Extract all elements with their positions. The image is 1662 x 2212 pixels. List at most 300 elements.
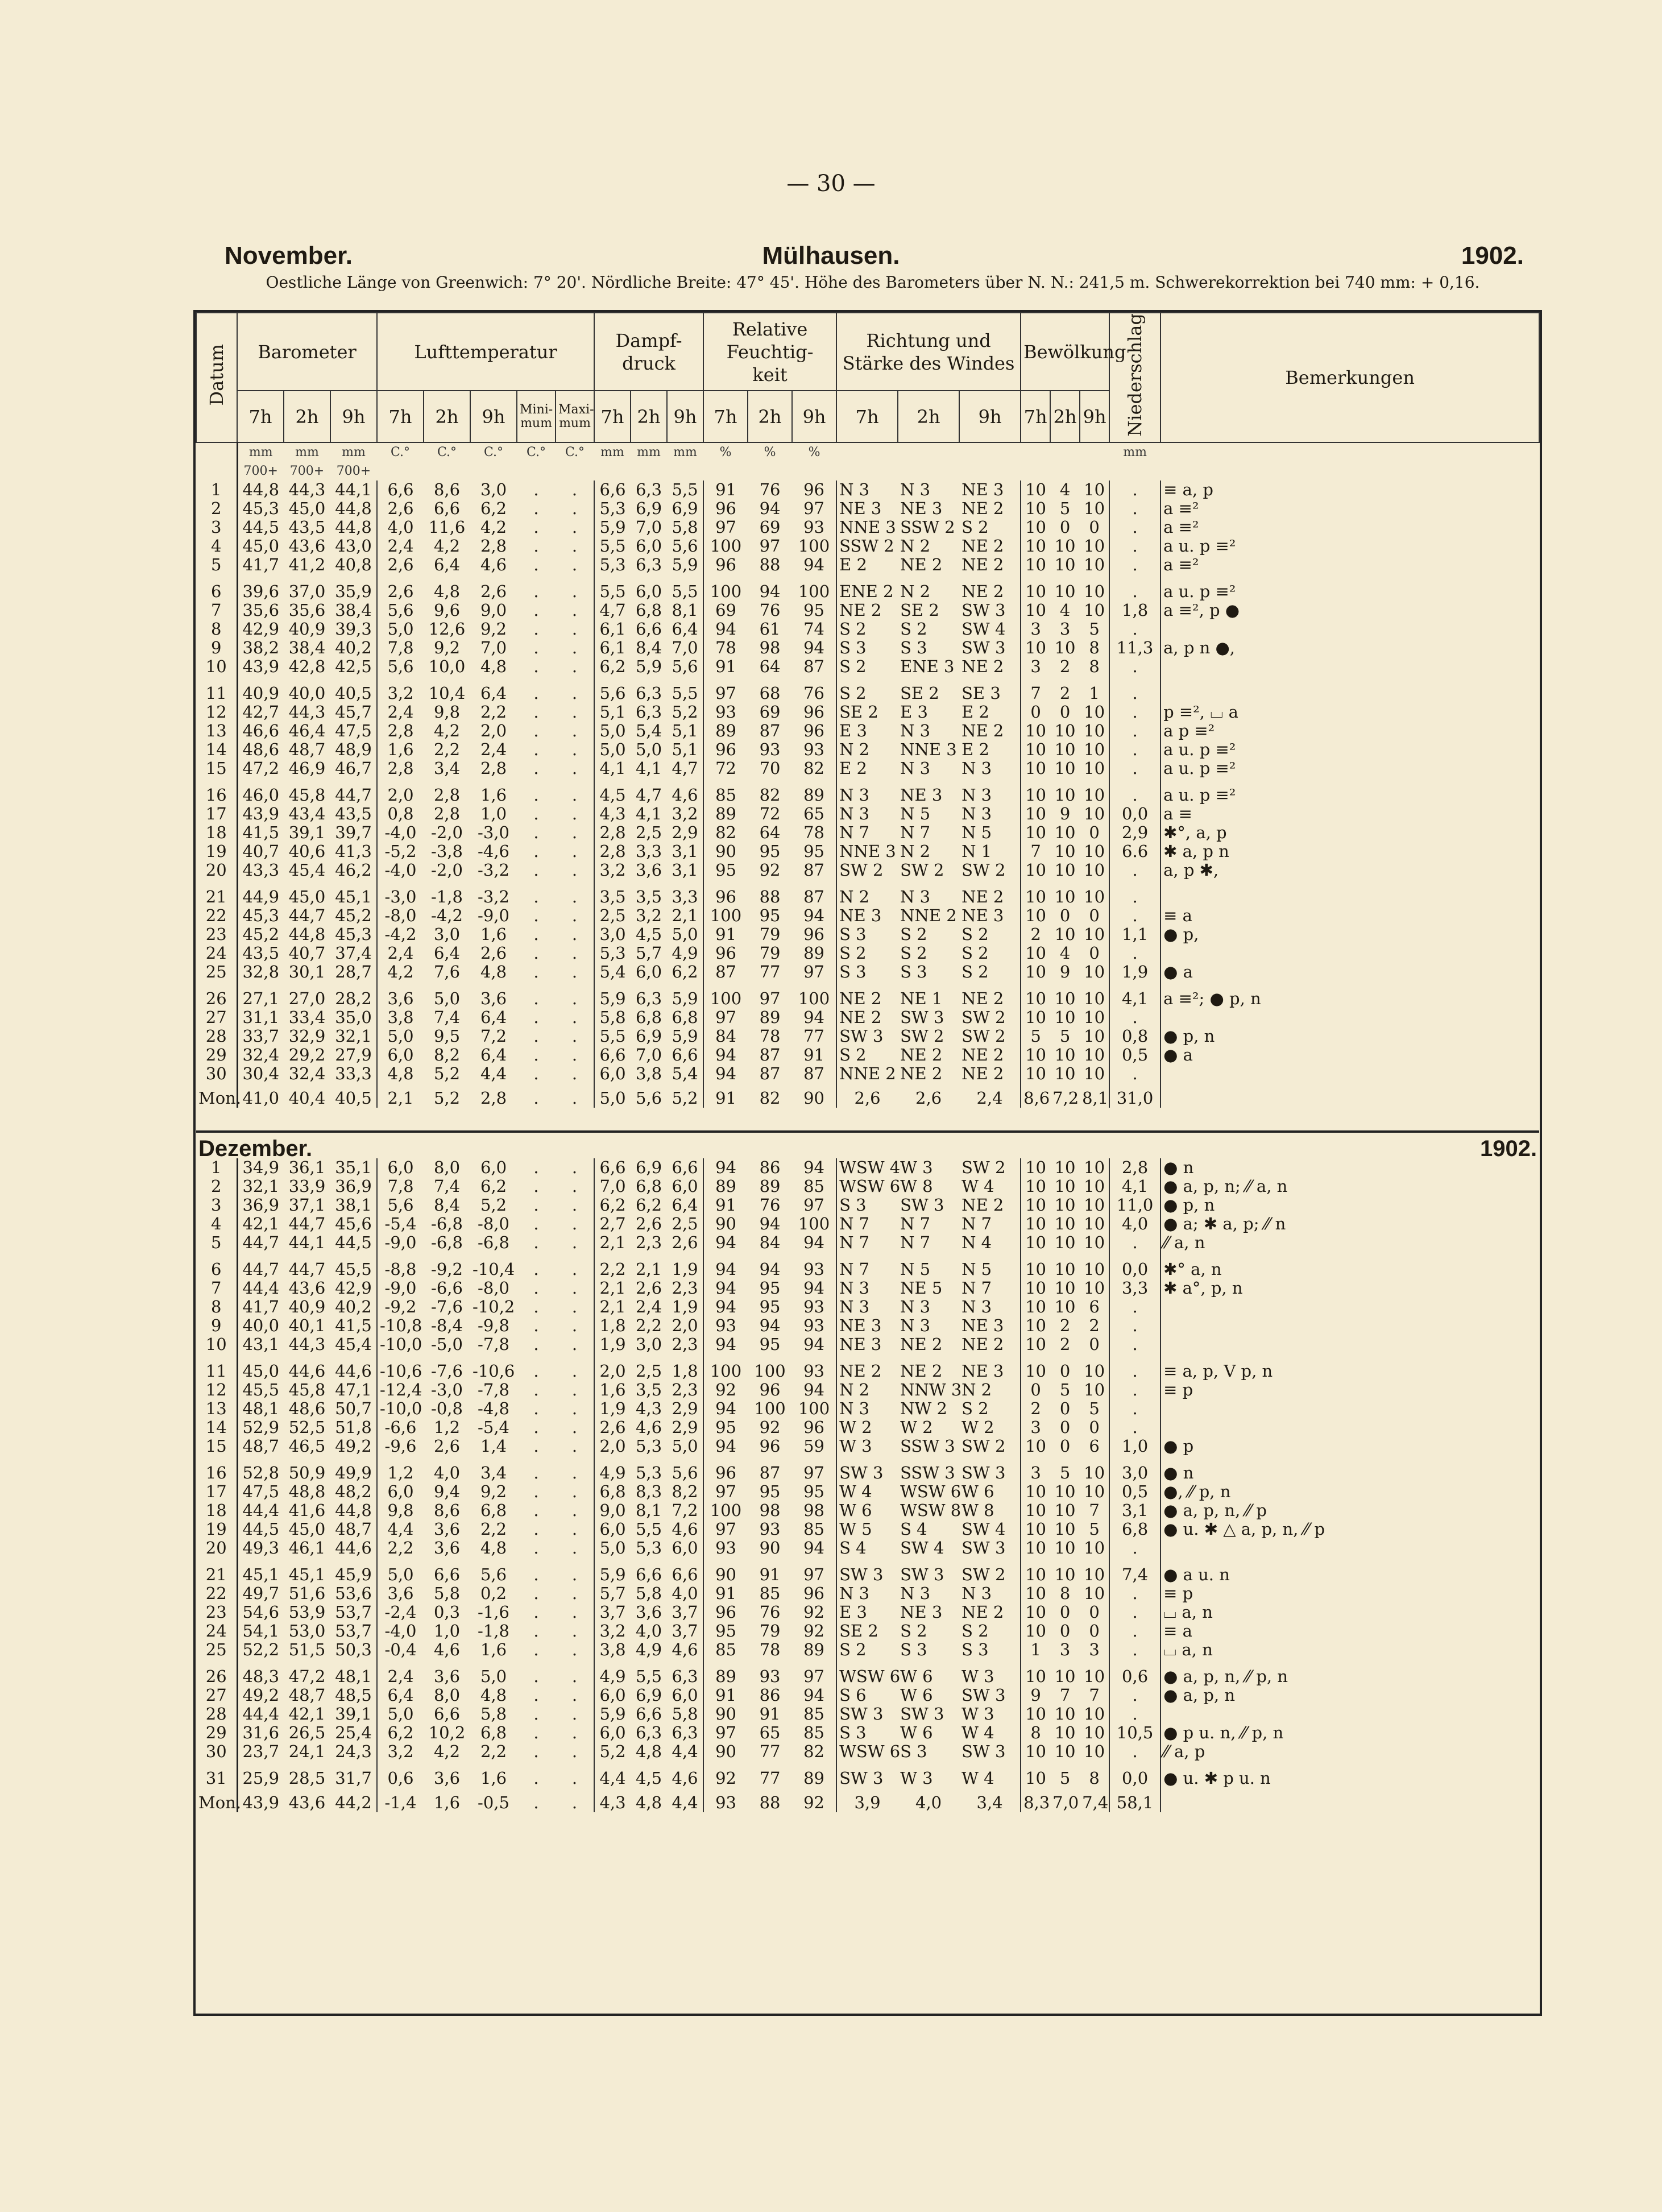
value-cell: -5,0	[431, 1334, 463, 1354]
value-cell: 10	[1054, 1157, 1076, 1177]
value-cell: 5,0	[599, 1538, 626, 1557]
value-cell: 49,7	[242, 1583, 280, 1603]
value-cell: .	[556, 1622, 594, 1641]
value-cell: 2,1	[667, 906, 703, 925]
value-cell: -9,0	[384, 1278, 417, 1298]
value-cell: 33,9	[288, 1176, 326, 1196]
value-cell: 36,9	[330, 1177, 377, 1196]
unit-cell: C.°	[565, 445, 585, 459]
subheader-h2: 2h	[284, 391, 330, 442]
remark-cell: ● a, p, n	[1163, 1685, 1236, 1705]
unit-cell: C.°	[526, 445, 546, 459]
value-cell: 4,7	[667, 759, 703, 778]
value-cell: 85	[792, 1705, 836, 1724]
value-cell: 1,9	[667, 1298, 703, 1316]
value-cell: 43,5	[330, 805, 377, 823]
value-cell: SW 3	[959, 1456, 1021, 1482]
value-cell: 2,2	[387, 1538, 414, 1557]
table-row	[196, 1252, 1539, 1279]
value-cell: NNE 3	[839, 841, 896, 861]
value-cell: NE 2	[900, 554, 943, 574]
value-cell: 95	[759, 841, 781, 861]
value-cell: 0	[1080, 944, 1109, 963]
value-cell: 82	[715, 822, 736, 842]
value-cell: 94	[715, 1398, 736, 1418]
value-cell: 53,6	[330, 1584, 377, 1603]
value-cell: 3,2	[387, 1741, 414, 1761]
value-cell: 10	[1054, 581, 1076, 601]
value-cell: 4,4	[599, 1768, 626, 1788]
value-cell: 5,9	[599, 988, 626, 1008]
value-cell: 10	[1080, 1196, 1109, 1215]
remark-cell: ● n	[1163, 1157, 1194, 1177]
value-cell: NE 2	[900, 1045, 943, 1064]
value-cell: -2,4	[384, 1602, 417, 1622]
value-cell: 85	[715, 785, 736, 805]
value-cell: -12,4	[380, 1380, 422, 1399]
value-cell: NE 2	[959, 722, 1021, 740]
value-cell: 82	[792, 1742, 836, 1761]
value-cell: 5,9	[667, 556, 703, 574]
offset-cell	[748, 462, 792, 480]
value-cell: 91	[715, 1195, 736, 1215]
value-cell: 5,3	[635, 1436, 662, 1456]
value-cell: .	[533, 656, 539, 676]
value-cell: 3,5	[635, 1380, 662, 1399]
value-cell: 76	[759, 1195, 781, 1215]
value-cell: 5,8	[667, 1705, 703, 1724]
value-cell: 10	[1080, 1557, 1109, 1584]
value-cell: 6,0	[480, 1157, 507, 1177]
value-cell: 45,1	[288, 1564, 326, 1584]
value-cell: 91	[715, 656, 736, 676]
value-cell: 2,6	[480, 943, 507, 963]
value-cell: 3,8	[387, 1007, 414, 1027]
remark-cell: ● a	[1163, 1045, 1193, 1064]
value-cell: 3,2	[387, 683, 414, 703]
remark-cell: ✱ a°, p, n	[1163, 1278, 1243, 1298]
value-cell: 10	[1080, 1381, 1109, 1399]
remark-cell: ● a; ✱ a, p; ⁄⁄ n	[1163, 1213, 1286, 1233]
value-cell: 8,1	[1080, 1083, 1109, 1108]
value-cell: -6,6	[384, 1417, 417, 1437]
value-cell: S 2	[839, 683, 867, 703]
value-cell: .	[533, 1583, 539, 1603]
value-cell: 89	[792, 1641, 836, 1659]
value-cell: .	[533, 1315, 539, 1335]
value-cell: 10	[1025, 720, 1047, 740]
value-cell: 46,1	[288, 1538, 326, 1557]
value-cell: 2,4	[387, 943, 414, 963]
value-cell: .	[533, 1026, 539, 1046]
value-cell: 3,0	[480, 479, 507, 499]
value-cell: 1,6	[433, 1792, 461, 1812]
value-cell: -6,6	[431, 1278, 463, 1298]
value-cell: 96	[715, 943, 736, 963]
value-cell: 40,5	[330, 1083, 377, 1108]
unit-cell: C.°	[390, 445, 411, 459]
value-cell: NE 3	[959, 906, 1021, 925]
value-cell: S 3	[900, 1741, 927, 1761]
value-cell: 10	[1054, 1063, 1076, 1083]
value-cell: 7,8	[387, 637, 414, 657]
value-cell: 5	[1059, 1380, 1071, 1399]
value-cell: 85	[792, 1177, 836, 1196]
remark-cell: a u. p ≡²	[1163, 536, 1236, 556]
value-cell: -9,0	[384, 1232, 417, 1252]
value-cell: 31,7	[330, 1761, 377, 1788]
value-cell: 10	[1054, 1538, 1076, 1557]
value-cell: 10	[1054, 1722, 1076, 1742]
value-cell: NE 2	[959, 537, 1021, 556]
value-cell: 39,3	[330, 620, 377, 639]
value-cell: 10	[1080, 1252, 1109, 1279]
value-cell: 5,8	[480, 1704, 507, 1724]
value-cell: 10,2	[428, 1722, 466, 1742]
value-cell: 24,3	[330, 1742, 377, 1761]
value-cell: 44,7	[288, 1213, 326, 1233]
value-cell: 100	[792, 537, 836, 556]
value-cell: 2,8	[599, 841, 626, 861]
value-cell: 7,2	[480, 1026, 507, 1046]
value-cell: 3,1	[667, 842, 703, 861]
value-cell: 45,9	[330, 1557, 377, 1584]
value-cell: 2,8	[480, 1088, 507, 1108]
value-cell: 87	[792, 657, 836, 676]
date-cell: 7	[196, 601, 237, 620]
value-cell: 1,1	[1109, 925, 1161, 944]
value-cell: 6,3	[635, 1722, 662, 1742]
value-cell: 6,4	[480, 683, 507, 703]
value-cell: 40,1	[288, 1315, 326, 1335]
value-cell: 3,0	[1109, 1456, 1161, 1482]
value-cell: 78	[759, 1639, 781, 1659]
value-cell: 9,5	[433, 1026, 461, 1046]
value-cell: 54,1	[242, 1621, 280, 1641]
value-cell: 45,0	[288, 1519, 326, 1539]
value-cell: 52,2	[242, 1639, 280, 1659]
value-cell: NNE 2	[839, 1063, 896, 1083]
value-cell: .	[556, 1354, 594, 1381]
value-cell: 48,9	[330, 740, 377, 759]
value-cell: 51,8	[330, 1418, 377, 1437]
value-cell: 37,4	[330, 944, 377, 963]
value-cell: S 2	[839, 943, 867, 963]
value-cell: 51,6	[288, 1583, 326, 1603]
value-cell: 93	[759, 1519, 781, 1539]
value-cell: 6.6	[1109, 842, 1161, 861]
value-cell: W 3	[959, 1659, 1021, 1686]
value-cell: SW 4	[959, 620, 1021, 639]
value-cell: .	[1109, 1233, 1161, 1252]
value-cell: 8,3	[635, 1481, 662, 1501]
value-cell: 89	[715, 720, 736, 740]
value-cell: 2,1	[635, 1259, 662, 1279]
value-cell: 6,4	[480, 1007, 507, 1027]
value-cell: 10	[1080, 703, 1109, 722]
value-cell: 0	[1080, 823, 1109, 842]
table-row	[196, 842, 1539, 861]
value-cell: 11,3	[1109, 639, 1161, 657]
value-cell: 1,2	[387, 1463, 414, 1482]
value-cell: 9,2	[433, 637, 461, 657]
value-cell: 3	[1059, 1639, 1071, 1659]
value-cell: .	[556, 1279, 594, 1298]
value-cell: SSW 2	[900, 517, 955, 537]
value-cell: 10	[1054, 1500, 1076, 1520]
value-cell: .	[533, 600, 539, 620]
value-cell: .	[533, 1007, 539, 1027]
value-cell: 10	[1025, 1583, 1047, 1603]
value-cell: 2,5	[635, 822, 662, 842]
value-cell: .	[533, 637, 539, 657]
value-cell: W 6	[900, 1685, 933, 1705]
value-cell: 10	[1025, 1768, 1047, 1788]
value-cell: 4,8	[387, 1063, 414, 1083]
value-cell: 10	[1080, 1482, 1109, 1501]
value-cell: 10	[1080, 556, 1109, 574]
value-cell: -0,5	[478, 1792, 509, 1812]
value-cell: 32,9	[288, 1026, 326, 1046]
offset-cell	[667, 462, 703, 480]
value-cell: 82	[792, 759, 836, 778]
value-cell: SW 3	[959, 639, 1021, 657]
table-row	[196, 1399, 1539, 1418]
value-cell: SW 3	[839, 1768, 884, 1788]
value-cell: SW 3	[959, 1686, 1021, 1705]
value-cell: N 7	[839, 1213, 870, 1233]
value-cell: 3	[1080, 1641, 1109, 1659]
remark-cell: a ≡²	[1163, 554, 1199, 574]
value-cell: 44,5	[242, 1519, 280, 1539]
value-cell: 5,2	[433, 1088, 461, 1108]
value-cell: 10	[1080, 722, 1109, 740]
value-cell: 10	[1025, 822, 1047, 842]
value-cell: 10	[1080, 861, 1109, 880]
table-row	[196, 1418, 1539, 1437]
value-cell: .	[533, 1195, 539, 1215]
value-cell: SW 3	[959, 1539, 1021, 1557]
value-cell: 8,4	[433, 1195, 461, 1215]
value-cell: .	[533, 1602, 539, 1622]
table-row	[196, 1335, 1539, 1354]
value-cell: 44,4	[242, 1278, 280, 1298]
value-cell: 41,2	[288, 554, 326, 574]
value-cell: 44,2	[330, 1788, 377, 1812]
value-cell: .	[1109, 1354, 1161, 1381]
date-cell: 4	[196, 537, 237, 556]
value-cell: NW 2	[900, 1398, 947, 1418]
value-cell: 49,2	[330, 1437, 377, 1456]
value-cell: 5,9	[599, 1564, 626, 1584]
unit-cell	[196, 442, 237, 462]
value-cell: 2,2	[480, 1741, 507, 1761]
value-cell: 44,8	[288, 924, 326, 944]
value-cell: 45,2	[330, 906, 377, 925]
value-cell: 93	[792, 1252, 836, 1279]
value-cell: 53,9	[288, 1602, 326, 1622]
value-cell: 70	[759, 758, 781, 778]
value-cell: SW 3	[900, 1007, 944, 1027]
value-cell: 8	[1080, 1761, 1109, 1788]
value-cell: 88	[759, 1792, 781, 1812]
value-cell: 41,5	[330, 1316, 377, 1335]
value-cell: 6,4	[667, 620, 703, 639]
date-cell: 14	[196, 740, 237, 759]
value-cell: W 3	[839, 1436, 872, 1456]
value-cell: -5,4	[478, 1417, 509, 1437]
value-cell: 48,2	[330, 1482, 377, 1501]
value-cell: S 2	[959, 925, 1021, 944]
value-cell: 0	[1080, 906, 1109, 925]
value-cell: 4,2	[433, 1741, 461, 1761]
date-cell: 15	[196, 759, 237, 778]
value-cell: .	[1109, 1316, 1161, 1335]
value-cell: NE 3	[839, 905, 882, 925]
value-cell: SE 2	[839, 1621, 878, 1641]
value-cell: .	[533, 1768, 539, 1788]
value-cell: 3,6	[433, 1666, 461, 1686]
value-cell: 8,1	[635, 1500, 662, 1520]
value-cell: 10	[1025, 1063, 1047, 1083]
unit-cell	[1161, 442, 1539, 462]
value-cell: -7,6	[431, 1361, 463, 1381]
value-cell: 0	[1059, 517, 1071, 537]
value-cell: 9,8	[433, 702, 461, 722]
value-cell: 10	[1054, 1296, 1076, 1316]
value-cell: 6,1	[599, 619, 626, 639]
value-cell: .	[533, 702, 539, 722]
value-cell: 5,8	[599, 1007, 626, 1027]
value-cell: 7	[1080, 1501, 1109, 1520]
value-cell: 94	[715, 1259, 736, 1279]
value-cell: .	[533, 924, 539, 944]
remark-cell: ● a u. n	[1163, 1564, 1230, 1584]
value-cell: 48,5	[330, 1686, 377, 1705]
value-cell: 5,9	[599, 1704, 626, 1724]
table-row	[196, 906, 1539, 925]
table-row	[196, 1064, 1539, 1083]
value-cell: .	[533, 479, 539, 499]
value-cell: SW 3	[839, 1026, 884, 1046]
value-cell: 95	[715, 860, 736, 880]
value-cell: 44,1	[330, 480, 377, 499]
value-cell: 4,4	[667, 1742, 703, 1761]
value-cell: 10	[1080, 574, 1109, 601]
date-cell: 9	[196, 639, 237, 657]
value-cell: 5,0	[667, 925, 703, 944]
value-cell: 48,7	[242, 1436, 280, 1456]
value-cell: .	[533, 1278, 539, 1298]
remark-cell	[1161, 676, 1539, 703]
subheader-h2: 2h	[898, 391, 959, 442]
value-cell: S 2	[959, 518, 1021, 537]
remark-cell	[1161, 620, 1539, 639]
value-cell: 48,8	[288, 1481, 326, 1501]
value-cell: 2,8	[433, 803, 461, 823]
value-cell: 2,3	[667, 1381, 703, 1399]
value-cell: N 3	[839, 785, 870, 805]
value-cell: 44,3	[288, 1334, 326, 1354]
value-cell: 50,3	[330, 1641, 377, 1659]
value-cell: 5,4	[635, 720, 662, 740]
value-cell: 10	[1025, 1621, 1047, 1641]
value-cell: 8,0	[433, 1685, 461, 1705]
value-cell: 38,4	[288, 637, 326, 657]
value-cell: 0	[1059, 1398, 1071, 1418]
value-cell: 40,9	[288, 619, 326, 639]
table-row	[196, 1279, 1539, 1298]
value-cell: 45,0	[242, 1361, 280, 1381]
value-cell: -4,0	[384, 1621, 417, 1641]
value-cell: .	[533, 1088, 539, 1108]
value-cell: .	[556, 703, 594, 722]
table-row	[196, 1316, 1539, 1335]
value-cell: .	[533, 988, 539, 1008]
value-cell: 94	[715, 1232, 736, 1252]
value-cell: 90	[715, 841, 736, 861]
value-cell: 6,6	[433, 1564, 461, 1584]
value-cell: 2,1	[599, 1232, 626, 1252]
value-cell: 6,4	[433, 554, 461, 574]
value-cell: 2,0	[599, 1361, 626, 1381]
value-cell: NE 2	[959, 1335, 1021, 1354]
value-cell: 5,0	[599, 739, 626, 759]
value-cell: .	[533, 1063, 539, 1083]
value-cell: 6,6	[635, 619, 662, 639]
value-cell: S 4	[839, 1538, 867, 1557]
value-cell: 6,0	[387, 1157, 414, 1177]
value-cell: .	[1109, 556, 1161, 574]
value-cell: 97	[792, 1557, 836, 1584]
value-cell: 48,3	[242, 1666, 280, 1686]
value-cell: 50,9	[288, 1463, 326, 1482]
value-cell: 7,4	[433, 1176, 461, 1196]
value-cell: 2	[1059, 656, 1071, 676]
value-cell: SW 2	[839, 860, 884, 880]
value-cell: 0,5	[1109, 1046, 1161, 1064]
value-cell: .	[1109, 1742, 1161, 1761]
value-cell: 10	[1080, 1215, 1109, 1233]
value-cell: SW 3	[839, 1463, 884, 1482]
value-cell: 10	[1080, 1158, 1109, 1177]
value-cell: 90	[715, 1213, 736, 1233]
offset-cell	[517, 462, 556, 480]
value-cell: 94	[792, 906, 836, 925]
value-cell: 39,6	[242, 581, 280, 601]
value-cell: 45,6	[330, 1215, 377, 1233]
value-cell: 5,6	[667, 657, 703, 676]
value-cell: 5,6	[635, 1088, 662, 1108]
offset-cell: 700+	[243, 463, 278, 478]
value-cell: 2	[1030, 924, 1041, 944]
value-cell: .	[533, 962, 539, 981]
value-cell: WSW 8	[900, 1500, 961, 1520]
value-cell: 10	[1054, 720, 1076, 740]
date-cell: 12	[196, 703, 237, 722]
value-cell: 3,6	[635, 1602, 662, 1622]
value-cell: .	[1109, 574, 1161, 601]
value-cell: 93	[792, 1354, 836, 1381]
value-cell: .	[533, 517, 539, 537]
offset-cell	[792, 462, 836, 480]
value-cell: 5,0	[635, 739, 662, 759]
value-cell: 10	[1054, 887, 1076, 906]
value-cell: NE 2	[959, 574, 1021, 601]
value-cell: 6,0	[635, 536, 662, 556]
section-separator	[196, 1108, 1539, 1132]
date-cell: 26	[196, 981, 237, 1008]
